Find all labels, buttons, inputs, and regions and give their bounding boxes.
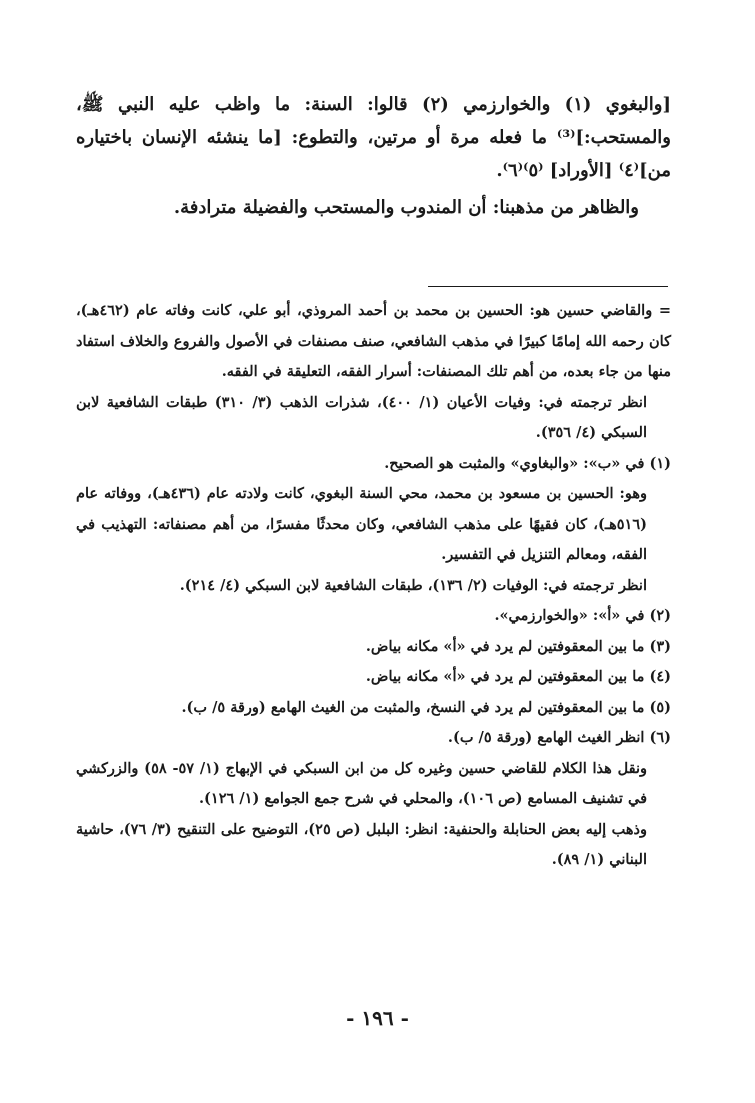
main-paragraph-1: [والبغوي (١) والخوارزمي (٢) قالوا: السنة: ما واظب عليه النبي ﷺ، والمستحب:]⁽³⁾ ما فعله مرة أو مرتين، والتطوع: [ما ينشئه الإنسان باختياره من]⁽٤⁾ [الأوراد] ⁽٥⁾⁽٦⁾. [76, 94, 671, 181]
footnote-subline: وهو: الحسين بن مسعود بن محمد، محي السنة البغوي، كانت ولادته عام (٤٣٦هـ)، ووفاته عام (٥١٦هـ)، كان فقيهًا على مذهب الشافعي، وكان محدثًا مفسرًا، من أهم مصنفاته: التهذيب في الفقه، ومعالم التنزيل في التفسير. [76, 485, 647, 563]
footnote-continuation: = والقاضي حسين هو: الحسين بن محمد بن أحمد المروذي، أبو علي، كانت وفاته عام (٤٦٢هـ)، كان رحمه الله إمامًا كبيرًا في مذهب الشافعي، صنف مصنفات في الأصول والفروع والخلاف استفاد منها من جاء بعده، من أهم تلك المصنفات: أسرار الفقه، التعليقة في الفقه. [76, 302, 671, 380]
footnote-subline: وذهب إليه بعض الحنابلة والحنفية: انظر: البلبل (ص ٢٥)، التوضيح على التنقيح (٣/ ٧٦)، حاشية البناني (١/ ٨٩). [76, 820, 647, 868]
footnote-4: (٤) ما بين المعقوفتين لم يرد في «أ» مكانه بياض. [365, 668, 671, 685]
footnote-subline: ونقل هذا الكلام للقاضي حسين وغيره كل من ابن السبكي في الإبهاج (١/ ٥٧- ٥٨) والزركشي في تشنيف المسامع (ص ١٠٦)، والمحلي في شرح جمع الجوامع (١/ ١٢٦). [76, 759, 647, 807]
footnote-subline: انظر ترجمته في: الوفيات (٢/ ١٣٦)، طبقات الشافعية لابن السبكي (٤/ ٢١٤). [179, 576, 647, 594]
main-text [76, 88, 671, 224]
footnote-6: (٦) انظر الغيث الهامع (ورقة ٥/ ب). [447, 729, 671, 746]
footnote-2: (٢) في «أ»: «والخوارزمي». [494, 607, 671, 624]
footnote-5: (٥) ما بين المعقوفتين لم يرد في النسخ، والمثبت من الغيث الهامع (ورقة ٥/ ب). [181, 698, 671, 716]
main-paragraph-2: والظاهر من مذهبنا: أن المندوب والمستحب والفضيلة مترادفة. [173, 197, 639, 218]
footnote-subline: انظر ترجمته في: وفيات الأعيان (١/ ٤٠٠)، شذرات الذهب (٣/ ٣١٠) طبقات الشافعية لابن السبكي (٤/ ٣٥٦). [76, 393, 647, 441]
footnote-3: (٣) ما بين المعقوفتين لم يرد في «أ» مكانه بياض. [365, 637, 671, 655]
page-number: - ١٩٦ - [346, 1006, 409, 1030]
footnote-separator [428, 286, 668, 287]
footnote-1: (١) في «ب»: «والبغاوي» والمثبت هو الصحيح. [384, 454, 671, 472]
footnotes [76, 296, 671, 876]
